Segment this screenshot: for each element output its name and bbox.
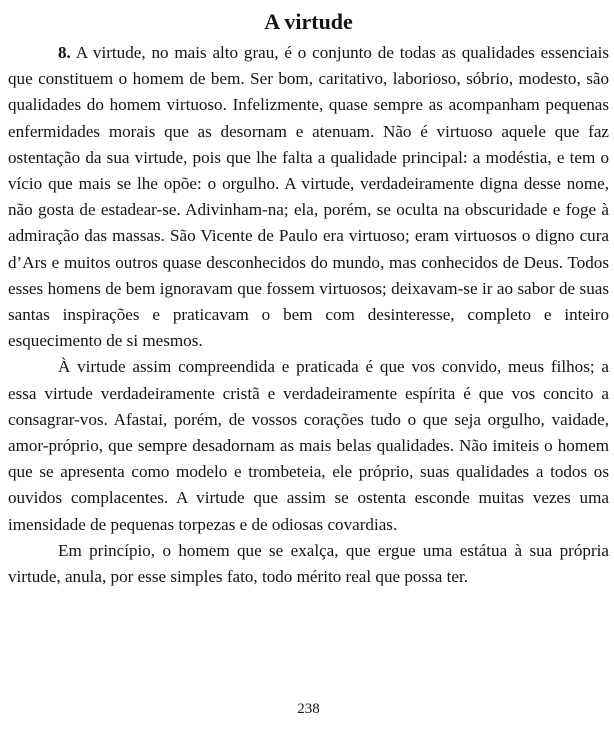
paragraph-text: Em princípio, o homem que se exalça, que ergue uma estátua à sua própria virtude, anula, por esse simples fato, todo mérito real que possa ter.	[8, 540, 609, 587]
body-text	[8, 40, 609, 590]
chapter-title: A virtude	[264, 9, 353, 34]
book-page	[8, 0, 609, 729]
paragraph-number: 8.	[58, 43, 71, 62]
paragraph-2	[8, 354, 609, 537]
paragraph-text: À virtude assim compreendida e praticada é que vos convido, meus filhos; a essa virtude verdadeiramente cristã e verdadeiramente espírita é que vos concito a consagrar-vos. Afastai, porém, de vossos corações tudo o que seja orgulho, vaidade, amor-próprio, que sempre desadornam as mais belas qualidades. Não imiteis o homem que se apresenta como modelo e trombeteia, ele próprio, suas qualidades a todos os ouvidos complacentes. A virtude que assim se ostenta esconde muitas vezes uma imensidade de pequenas torpezas e de odiosas covardias.	[8, 357, 609, 534]
paragraph-1	[8, 40, 609, 354]
paragraph-3	[8, 538, 609, 590]
paragraph-text: A virtude, no mais alto grau, é o conjunto de todas as qualidades essenciais que constituem o homem de bem. Ser bom, caritativo, laborioso, sóbrio, modesto, são qualidades do homem virtuoso. Infelizmente, quase sempre as acompanham pequenas enfermidades morais que as desornam e atenuam. Não é virtuoso aquele que faz ostentação da sua virtude, pois que lhe falta a qualidade principal: a modéstia, e tem o vício que mais se lhe opõe: o orgulho. A virtude, verdadeiramente digna desse nome, não gosta de estadear-se. Adivinham-na; ela, porém, se oculta na obscuridade e foge à admiração das massas. São Vicente de Paulo era virtuoso; eram virtuosos o digno cura d’Ars e muitos outros quase desconhecidos do mundo, mas conhecidos de Deus. Todos esses homens de bem ignoravam que fossem virtuosos; deixavam-se ir ao sabor de suas santas inspirações e praticavam o bem com desinteresse, completo e inteiro esquecimento de si mesmos.	[8, 43, 609, 351]
page-number: 238	[297, 701, 320, 717]
